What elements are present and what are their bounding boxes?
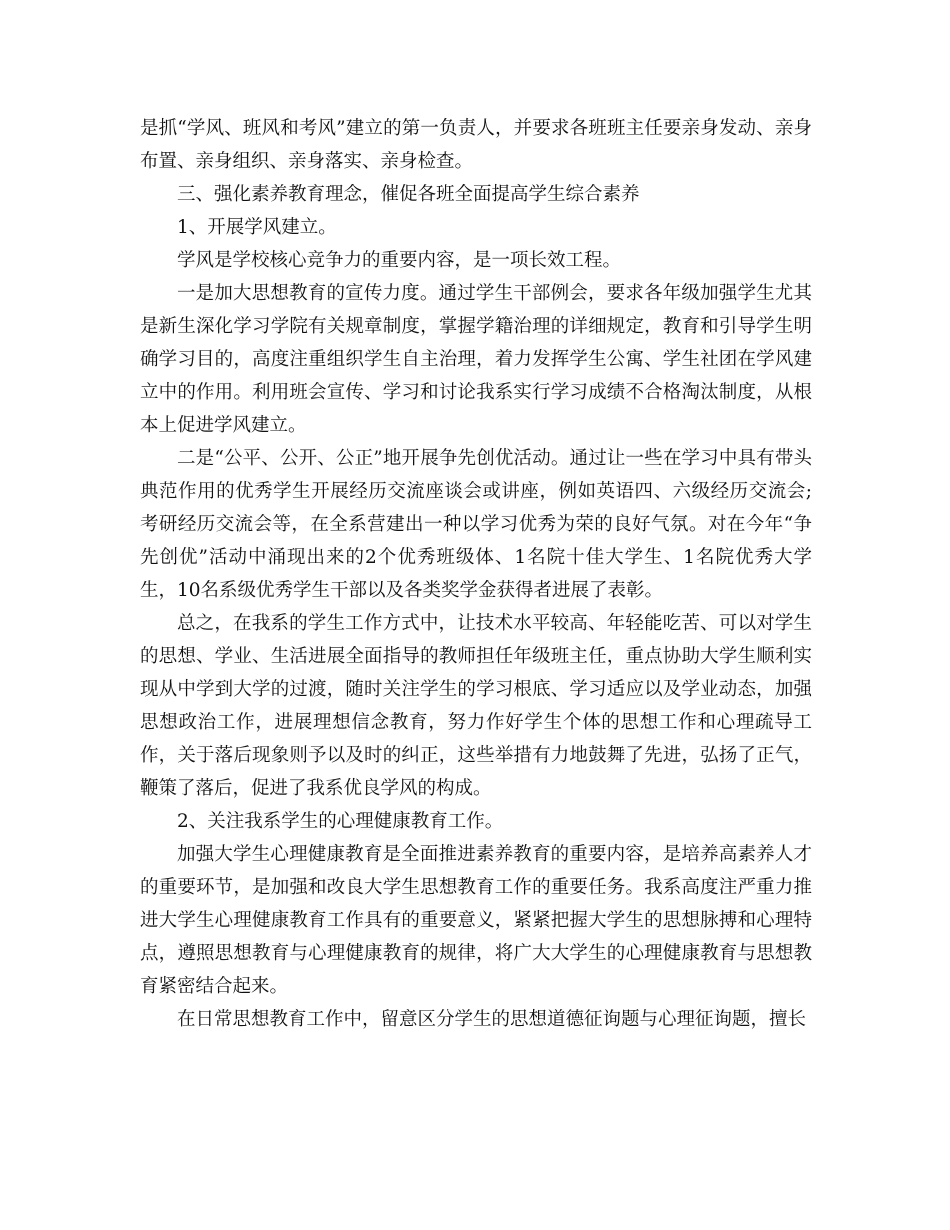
- paragraph: 加强大学生心理健康教育是全面推进素养教育的重要内容，是培养高素养人才的重要环节，是加强和改良大学生思想教育工作的重要任务。我系高度注严重力推进大学生心理健康教育工作具有的重要意义，紧紧把握大学生的思想脉搏和心理特点，遵照思想教育与心理健康教育的规律，将广大大学生的心理健康教育与思想教育紧密结合起来。: [140, 844, 812, 997]
- paragraph-truncated: 在日常思想教育工作中，留意区分学生的思想道德征询题与心理征询题，擅长: [177, 1009, 807, 1030]
- paragraph: 学风是学校核心竞争力的重要内容，是一项长效工程。: [177, 250, 622, 271]
- document-body: [140, 112, 812, 1036]
- paragraph: 一是加大思想教育的宣传力度。通过学生干部例会，要求各年级加强学生尤其是新生深化学习学院有关规章制度，掌握学籍治理的详细规定，教育和引导学生明确学习目的，高度注重组织学生自主治理，着力发挥学生公寓、学生社团在学风建立中的作用。利用班会宣传、学习和讨论我系实行学习成绩不合格淘汰制度，从根本上促进学风建立。: [140, 283, 812, 436]
- section-heading-3: 三、强化素养教育理念，催促各班全面提高学生综合素养: [177, 184, 640, 205]
- subsection-heading-2: 2、关注我系学生的心理健康教育工作。: [177, 811, 504, 832]
- paragraph: 二是“公平、公开、公正”地开展争先创优活动。通过让一些在学习中具有带头典范作用的优秀学生开展经历交流座谈会或讲座，例如英语四、六级经历交流会;考研经历交流会等，在全系营建出一种以学习优秀为荣的良好气氛。对在今年“争先创优”活动中涌现出来的2个优秀班级体、1名院十佳大学生、1名院优秀大学生，10名系级优秀学生干部以及各类奖学金获得者进展了表彰。: [140, 448, 812, 601]
- paragraph: 总之，在我系的学生工作方式中，让技术水平较高、年轻能吃苦、可以对学生的思想、学业、生活进展全面指导的教师担任年级班主任，重点协助大学生顺利实现从中学到大学的过渡，随时关注学生的学习根底、学习适应以及学业动态，加强思想政治工作，进展理想信念教育，努力作好学生个体的思想工作和心理疏导工作，关于落后现象则予以及时的纠正，这些举措有力地鼓舞了先进，弘扬了正气，鞭策了落后，促进了我系优良学风的构成。: [140, 613, 812, 799]
- subsection-heading-1: 1、开展学风建立。: [177, 217, 337, 238]
- paragraph-continuation: 是抓“学风、班风和考风”建立的第一负责人，并要求各班班主任要亲身发动、亲身布置、亲身组织、亲身落实、亲身检查。: [140, 118, 812, 172]
